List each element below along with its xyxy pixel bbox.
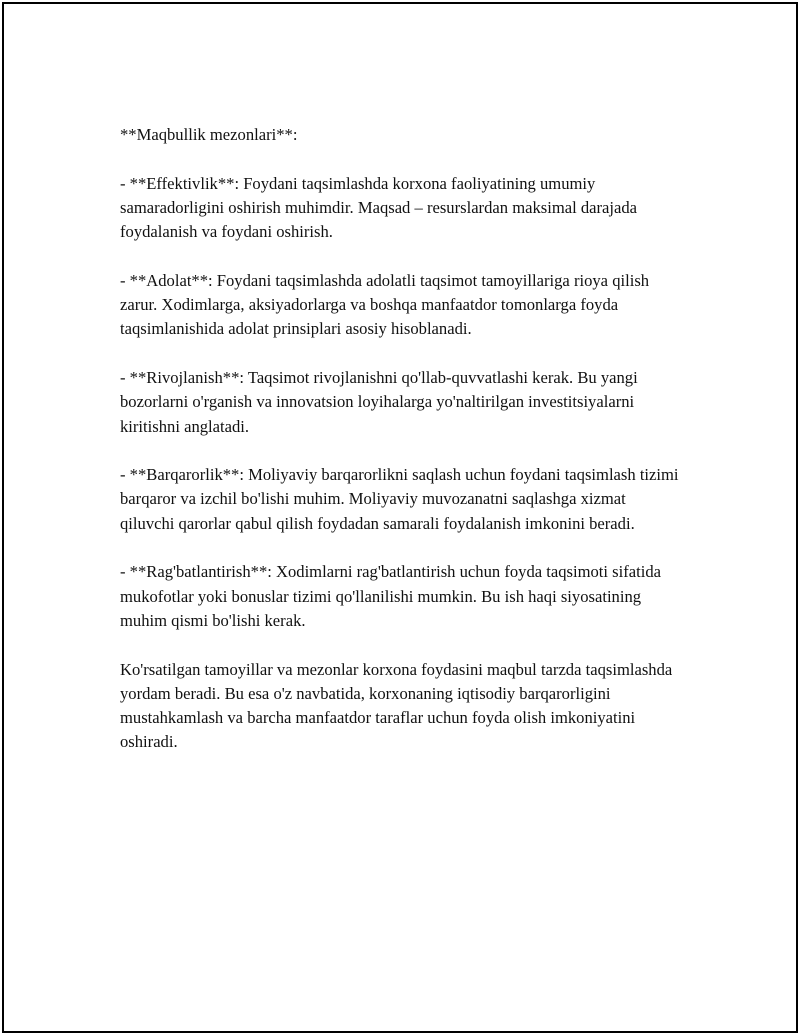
paragraph-adolat: - **Adolat**: Foydani taqsimlashda adolatli taqsimot tamoyillariga rioya qilish zarur. Xodimlarga, aksiyadorlarga va boshqa manfaatdor tomonlarga foyda taqsimlanishida adolat prinsiplari asosiy hisoblanadi. — [120, 270, 650, 339]
paragraph-effektivlik: - **Effektivlik**: Foydani taqsimlashda korxona faoliyatining umumiy samaradorligini oshirish muhimdir. Maqsad – resurslardan maksimal darajada foydalanish va foydani oshirish. — [120, 173, 638, 242]
page-frame — [2, 2, 798, 1033]
document-body — [120, 123, 680, 779]
document-heading: **Maqbullik mezonlari**: — [120, 125, 298, 144]
paragraph-rivojlanish: - **Rivojlanish**: Taqsimot rivojlanishni qo'llab-quvvatlashi kerak. Bu yangi bozorlarni o'rganish va innovatsion loyihalarga yo'naltirilgan investitsiyalarni kiritishni anglatadi. — [120, 367, 638, 436]
paragraph-ragbatlantirish: - **Rag'batlantirish**: Xodimlarni rag'batlantirish uchun foyda taqsimoti sifatida mukofotlar yoki bonuslar tizimi qo'llanilishi mumkin. Bu ish haqi siyosatining muhim qismi bo'lishi kerak. — [120, 562, 662, 630]
paragraph-barqarorlik: - **Barqarorlik**: Moliyaviy barqarorlikni saqlash uchun foydani taqsimlash tizimi barqaror va izchil bo'lishi muhim. Moliyaviy muvozanatni saqlashga xizmat qiluvchi qarorlar qabul qilish foydadan samarali foydalanish imkonini beradi. — [120, 465, 679, 533]
paragraph-conclusion: Ko'rsatilgan tamoyillar va mezonlar korxona foydasini maqbul tarzda taqsimlashda yordam beradi. Bu esa o'z navbatida, korxonaning iqtisodiy barqarorligini mustahkamlash va barcha manfaatdor taraflar uchun foyda olish imkoniyatini oshiradi. — [120, 659, 673, 752]
